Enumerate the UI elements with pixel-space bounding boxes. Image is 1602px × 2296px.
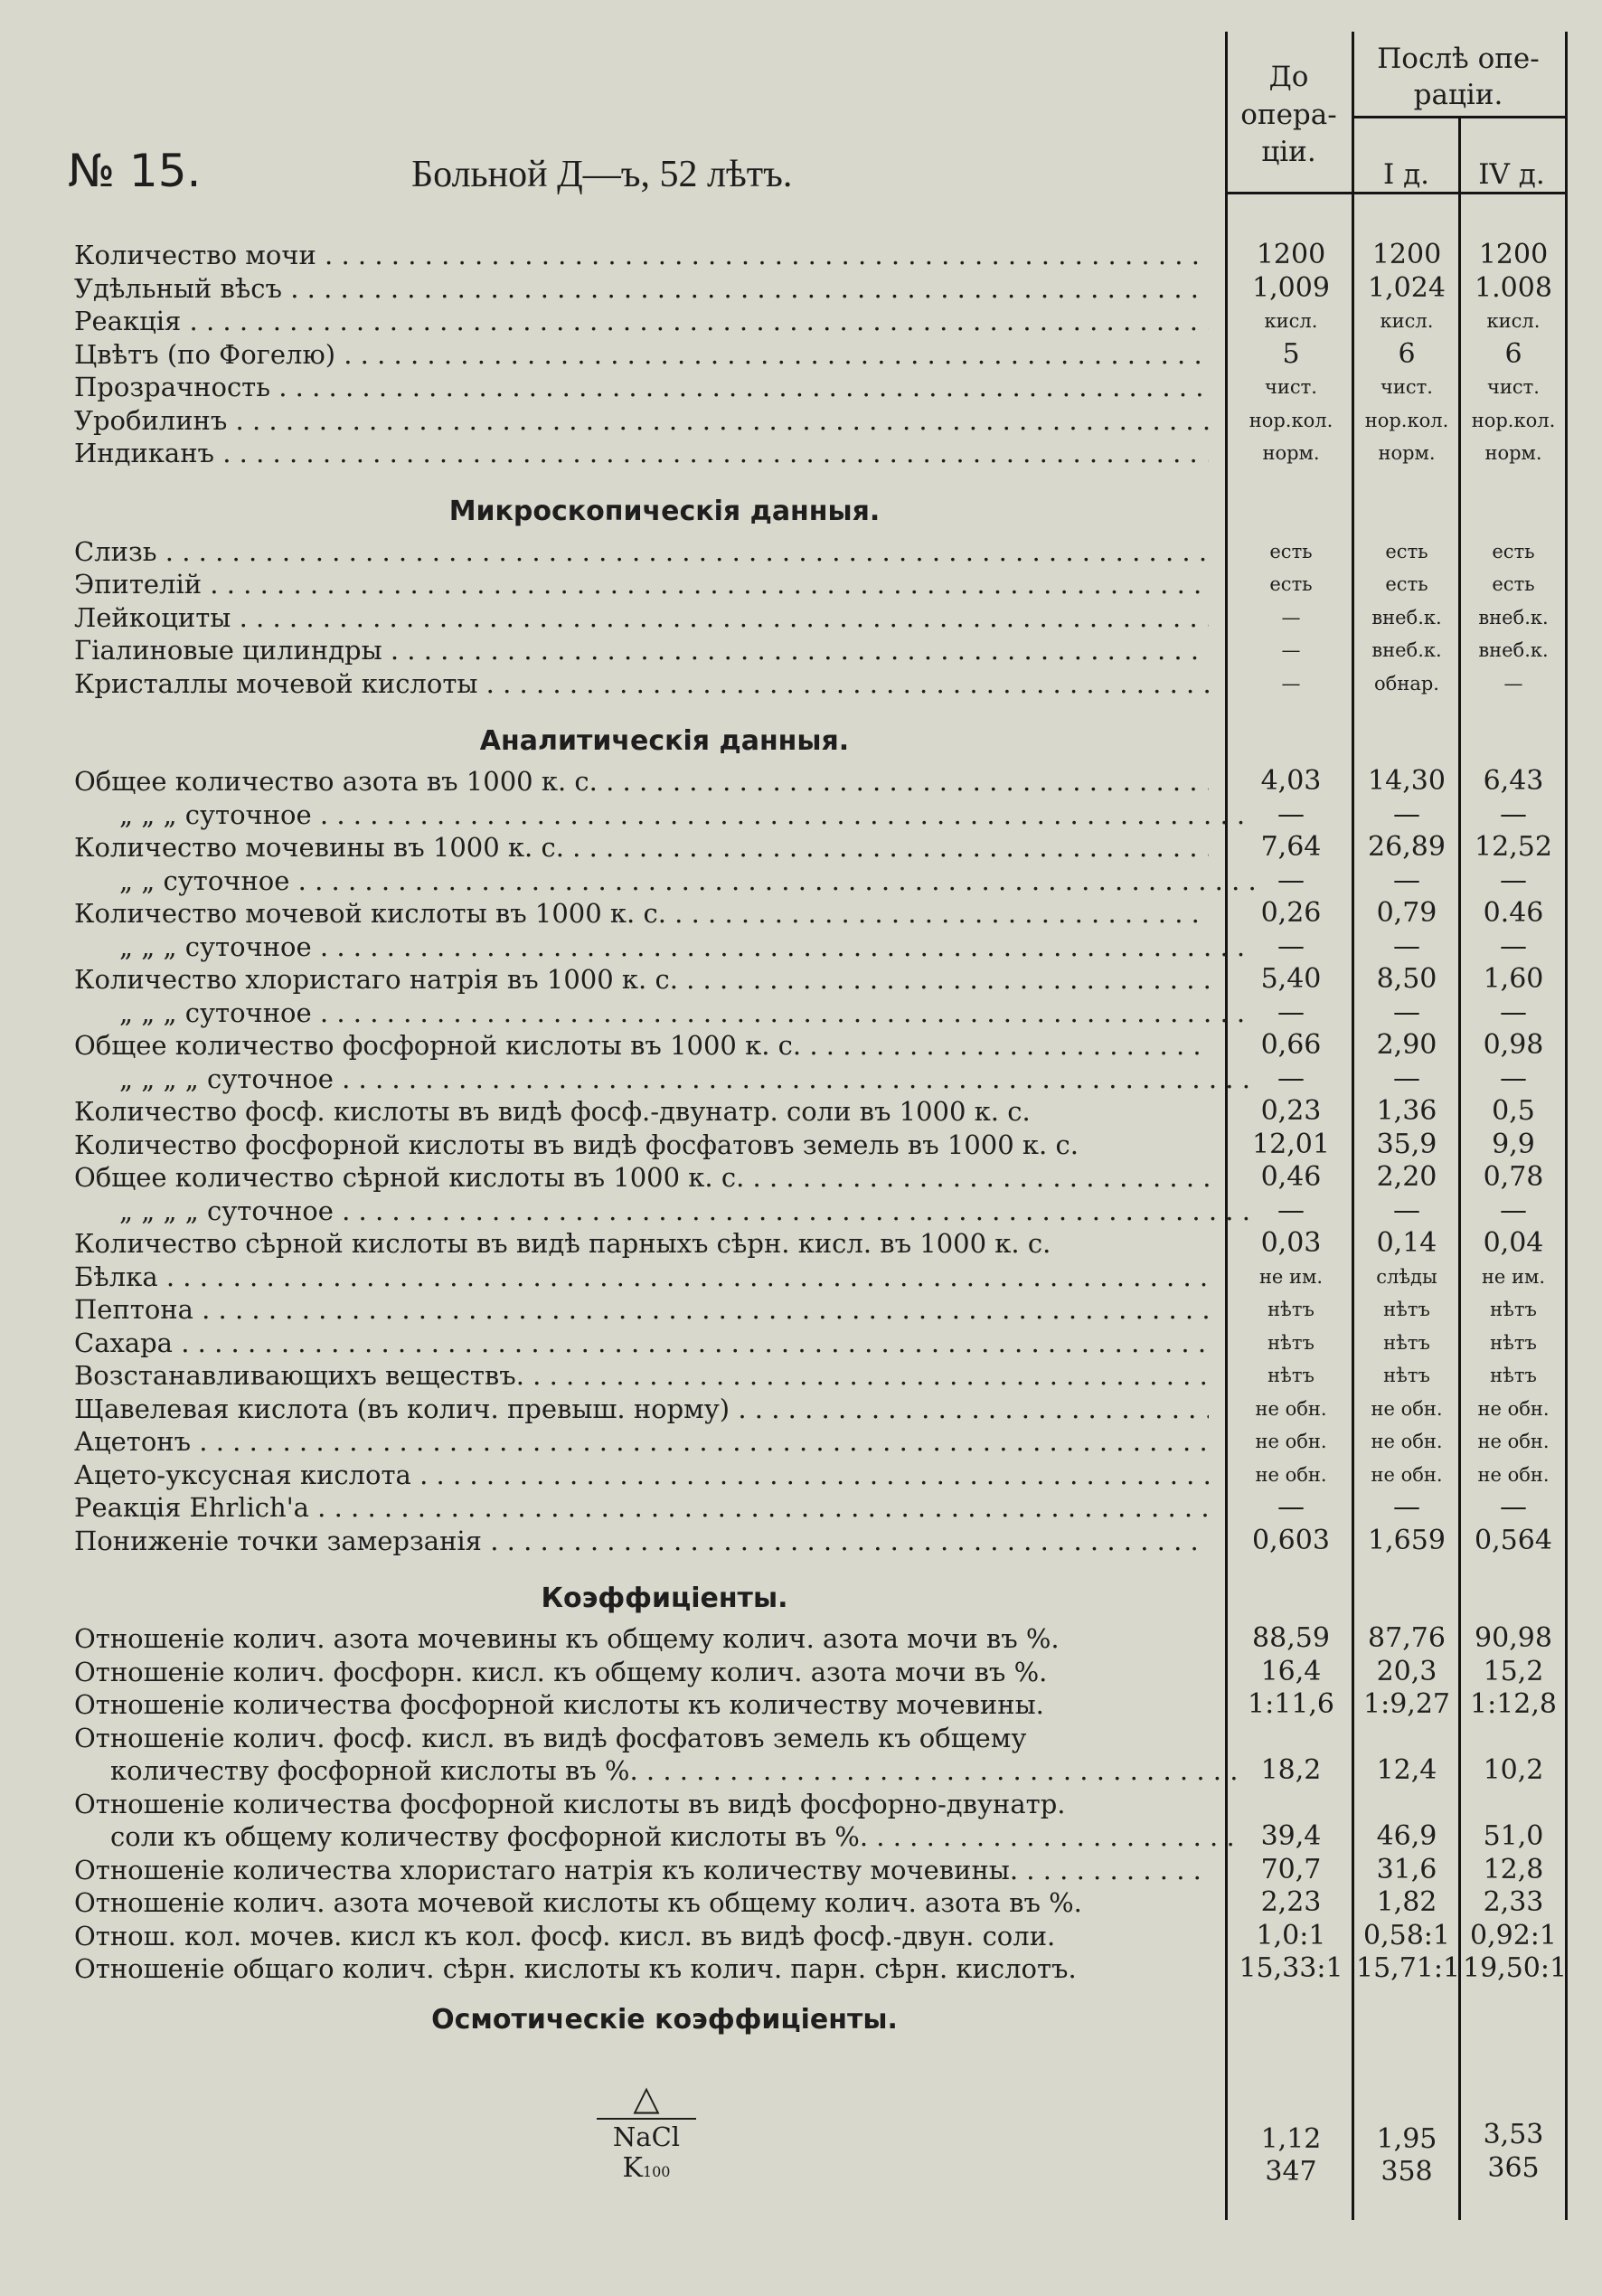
section-heading: Аналитическія данныя.	[479, 725, 850, 757]
nacl-label: NaCl	[597, 2118, 696, 2152]
section-heading-row	[0, 720, 1602, 765]
value-before	[1232, 1788, 1350, 1821]
patient-title: Больной Д—ъ, 52 лѣтъ.	[411, 154, 793, 195]
osmotic-ratio-day1: 1,95	[1376, 2123, 1437, 2155]
row-label: Отношеніе общаго колич. сѣрн. кислоты къ колич. парн. сѣрн. кислотъ.	[74, 1953, 1077, 1984]
section-heading: Коэффиціенты.	[541, 1583, 788, 1614]
value-day4: 9,9	[1492, 1128, 1535, 1160]
value-day4: 0,5	[1492, 1095, 1535, 1127]
value-day4: 2,33	[1483, 1886, 1544, 1918]
value-before: —	[1277, 798, 1305, 830]
value-before: 0,46	[1260, 1161, 1322, 1193]
section-heading-row	[0, 1998, 1602, 2044]
value-day4: нѣтъ	[1490, 1331, 1537, 1354]
row-label: Отношеніе колич. фосф. кисл. въ видѣ фосфатовъ земель къ общему	[74, 1722, 1027, 1753]
table-row	[0, 568, 1602, 601]
value-before: 5	[1282, 337, 1300, 370]
value-day4: —	[1500, 798, 1527, 830]
row-label: Реакція Ehrlich'a . . .	[74, 1491, 1209, 1525]
value-day1: есть	[1385, 573, 1428, 595]
row-label: Общее количество сѣрной кислоты въ 1000 к. с. . . .	[74, 1161, 1209, 1195]
value-day1: нѣтъ	[1383, 1365, 1430, 1386]
value-day1: 35,9	[1376, 1128, 1437, 1160]
value-day1: 0,79	[1376, 897, 1437, 929]
value-day1: обнар.	[1374, 672, 1439, 694]
value-before: не им.	[1258, 1265, 1324, 1288]
osmotic-k-day4: 365	[1487, 2152, 1540, 2184]
value-day4: 0,92:1	[1470, 1919, 1557, 1951]
value-before: 2,23	[1260, 1886, 1322, 1918]
value-before: —	[1281, 639, 1301, 661]
header-before-operation: До опера-ціи.	[1240, 60, 1337, 169]
table-row	[0, 1722, 1602, 1755]
value-day4: есть	[1492, 573, 1535, 595]
value-before: 4,03	[1260, 765, 1322, 797]
value-day1: 1,36	[1376, 1095, 1437, 1127]
row-label: Слизь . . .	[74, 535, 1209, 569]
value-before: 1:11,6	[1248, 1688, 1334, 1720]
value-day4: нѣтъ	[1490, 1299, 1537, 1320]
value-day4: не им.	[1481, 1265, 1546, 1288]
value-day4: —	[1500, 1194, 1527, 1226]
value-day4: чист.	[1487, 376, 1540, 398]
value-before: 0,603	[1252, 1524, 1330, 1556]
value-day1: 0,58:1	[1363, 1919, 1450, 1951]
table-row	[0, 1952, 1602, 1986]
value-day1: 46,9	[1376, 1820, 1437, 1852]
value-before: 88,59	[1252, 1622, 1330, 1654]
value-day4	[1463, 1788, 1564, 1821]
table-row	[0, 897, 1602, 931]
value-before: 12,01	[1252, 1128, 1330, 1160]
table-row	[0, 1327, 1602, 1360]
value-day1: 26,89	[1368, 831, 1446, 863]
value-before: не обн.	[1255, 1463, 1327, 1486]
value-before: —	[1277, 864, 1305, 896]
value-before: 70,7	[1260, 1853, 1322, 1885]
value-day1: —	[1393, 864, 1420, 896]
value-day1: нѣтъ	[1383, 1299, 1430, 1320]
value-before: нѣтъ	[1267, 1331, 1315, 1354]
header-day-4: IV д.	[1478, 158, 1545, 191]
table-row	[0, 305, 1602, 338]
value-day4: 19,50:1	[1463, 1952, 1568, 1984]
row-label: Количество фосф. кислоты въ видѣ фосф.-двунатр. соли въ 1000 к. с.	[74, 1096, 1031, 1127]
value-before: кисл.	[1264, 310, 1318, 332]
table-row	[0, 239, 1602, 272]
table-row	[0, 831, 1602, 865]
value-day1	[1356, 1722, 1457, 1755]
row-label: Сахара . . .	[74, 1327, 1209, 1360]
row-label: Отнош. кол. мочев. кисл къ кол. фосф. кисл. въ видѣ фосф.-двун. соли.	[74, 1920, 1056, 1951]
value-day1: 15,71:1	[1356, 1952, 1461, 1984]
value-before: 0,26	[1260, 897, 1322, 929]
value-day4: 0.46	[1483, 897, 1544, 929]
osmotic-k-day1: 358	[1381, 2156, 1433, 2187]
row-label: Отношеніе количества фосфорной кислоты къ количеству мочевины.	[74, 1689, 1044, 1720]
value-before: нѣтъ	[1267, 1365, 1315, 1386]
value-day4: 90,98	[1475, 1622, 1552, 1654]
row-label: Кристаллы мочевой кислоты . . .	[74, 667, 1209, 701]
row-label: Отношеніе количества хлористаго натрія къ количеству мочевины. . . .	[74, 1854, 1209, 1887]
value-before: 18,2	[1260, 1754, 1322, 1786]
value-day4: —	[1500, 930, 1527, 962]
table-row	[0, 1656, 1602, 1689]
section-heading-row	[0, 490, 1602, 535]
row-label: Лейкоциты . . .	[74, 601, 1209, 635]
value-before: 5,40	[1260, 963, 1322, 995]
value-day4: не обн.	[1477, 1397, 1550, 1420]
row-label: Цвѣтъ (по Фогелю) . . .	[74, 338, 1209, 372]
row-label: Щавелевая кислота (въ колич. превыш. норму) . . .	[74, 1393, 1209, 1426]
value-day1: внеб.к.	[1371, 606, 1442, 628]
value-day4: не обн.	[1477, 1431, 1550, 1452]
table-row	[0, 1788, 1602, 1821]
table-row	[0, 404, 1602, 438]
value-day4: 12,8	[1483, 1853, 1544, 1885]
value-day1: не обн.	[1371, 1431, 1443, 1452]
value-before: есть	[1269, 573, 1313, 595]
table-row	[0, 1425, 1602, 1459]
value-day4: норм.	[1484, 442, 1542, 464]
value-day4: 0,98	[1483, 1029, 1544, 1061]
table-row	[0, 1293, 1602, 1327]
value-before: —	[1277, 930, 1305, 962]
row-label: Количество мочевины въ 1000 к. с. . . .	[74, 831, 1209, 865]
table-row	[0, 798, 1602, 832]
value-before: —	[1277, 1491, 1305, 1523]
table-row	[0, 1754, 1602, 1788]
value-day1: 2,90	[1376, 1029, 1437, 1061]
osmotic-formula	[597, 2080, 696, 2184]
value-before: нор.кол.	[1249, 409, 1333, 431]
value-day1: норм.	[1378, 442, 1436, 464]
table-row	[0, 997, 1602, 1030]
value-day1: 12,4	[1376, 1754, 1437, 1786]
header-day-1: I д.	[1382, 158, 1430, 191]
table-row	[0, 865, 1602, 898]
value-before: 1,0:1	[1256, 1919, 1326, 1951]
row-label: Общее количество фосфорной кислоты въ 1000 к. с. . . .	[74, 1029, 1209, 1063]
row-label: Отношеніе колич. фосфорн. кисл. къ общему колич. азота мочи въ %.	[74, 1656, 1048, 1687]
table-row	[0, 1261, 1602, 1294]
section-heading: Микроскопическія данныя.	[448, 495, 881, 527]
value-day4: внеб.к.	[1478, 606, 1549, 628]
table-row	[0, 1393, 1602, 1426]
value-day1: чист.	[1381, 376, 1433, 398]
value-day1: —	[1393, 996, 1420, 1028]
row-label: „ „ „ „ суточное . . .	[74, 1063, 1254, 1096]
value-day1: —	[1393, 1062, 1420, 1094]
row-label: Количество мочевой кислоты въ 1000 к. с. . . .	[74, 897, 1209, 931]
value-day1: 1:9,27	[1363, 1688, 1450, 1720]
table-row	[0, 1359, 1602, 1393]
table-row	[0, 667, 1602, 701]
table-row	[0, 272, 1602, 306]
value-day1: 1200	[1371, 239, 1442, 270]
row-label: „ „ „ суточное . . .	[74, 798, 1254, 832]
value-day1: 6	[1398, 337, 1416, 370]
value-day4: —	[1500, 996, 1527, 1028]
value-day4: 10,2	[1483, 1754, 1544, 1786]
value-day1: внеб.к.	[1371, 639, 1442, 661]
value-day4: нор.кол.	[1471, 409, 1556, 431]
table-row	[0, 765, 1602, 798]
value-day1: не обн.	[1371, 1397, 1443, 1420]
row-label: Отношеніе количества фосфорной кислоты въ видѣ фосфорно-двунатр.	[74, 1788, 1066, 1819]
value-day1: —	[1393, 798, 1420, 830]
table-row	[0, 1195, 1602, 1228]
row-label: Ацетонъ . . .	[74, 1425, 1209, 1459]
row-label: Бѣлка . . .	[74, 1261, 1209, 1294]
row-label: Количество мочи . . .	[74, 239, 1209, 272]
value-day1: слѣды	[1376, 1265, 1437, 1288]
value-day4: —	[1500, 1491, 1527, 1523]
row-label: Общее количество азота въ 1000 к. с. . . .	[74, 765, 1209, 798]
value-before: нѣтъ	[1267, 1299, 1315, 1320]
table-row	[0, 338, 1602, 372]
value-day4: 51,0	[1483, 1820, 1544, 1852]
value-day4: кисл.	[1486, 310, 1541, 332]
value-day1: 2,20	[1376, 1161, 1437, 1193]
value-day4: —	[1500, 864, 1527, 896]
value-day1	[1356, 1788, 1457, 1821]
row-label: Отношеніе колич. азота мочевины къ общему колич. азота мочи въ %.	[74, 1623, 1060, 1654]
osmotic-ratio-day4: 3,53	[1483, 2119, 1544, 2150]
value-day4: 6,43	[1483, 765, 1544, 797]
row-label: Отношеніе колич. азота мочевой кислоты къ общему колич. азота въ %.	[74, 1887, 1082, 1918]
value-day4: —	[1500, 1062, 1527, 1094]
row-label: Индиканъ . . .	[74, 437, 1209, 470]
row-label: Возстанавливающихъ веществъ. . . .	[74, 1359, 1209, 1393]
row-label: Пептона . . .	[74, 1293, 1209, 1327]
row-label: Ацето-уксусная кислота . . .	[74, 1459, 1209, 1492]
value-day4: 1,60	[1483, 963, 1544, 995]
header-rule-after	[1352, 116, 1565, 118]
value-day4: 0,78	[1483, 1161, 1544, 1193]
value-day4	[1463, 1722, 1564, 1755]
value-before: 1200	[1256, 239, 1326, 270]
osmotic-ratio-before: 1,12	[1260, 2123, 1322, 2155]
row-label: Пониженіе точки замерзанія . . .	[74, 1525, 1209, 1558]
section-heading-row	[0, 1577, 1602, 1622]
value-before: 15,33:1	[1239, 1952, 1343, 1984]
value-day4: 1.008	[1475, 271, 1552, 304]
value-day4: 6	[1504, 337, 1522, 370]
value-day1: —	[1393, 1491, 1420, 1523]
row-label: „ „ „ суточное . . .	[74, 931, 1254, 964]
value-before	[1232, 1722, 1350, 1755]
value-day1: 31,6	[1376, 1853, 1437, 1885]
value-day1: 1,024	[1368, 271, 1446, 304]
osmotic-k-before: 347	[1265, 2156, 1317, 2187]
value-before: —	[1277, 1194, 1305, 1226]
value-before: 0,23	[1260, 1095, 1322, 1127]
table-row	[0, 963, 1602, 997]
title-row	[68, 145, 792, 197]
value-before: 0,66	[1260, 1029, 1322, 1061]
value-before: 39,4	[1260, 1820, 1322, 1852]
value-day1: 8,50	[1376, 963, 1437, 995]
row-label: Гіалиновые цилиндры . . .	[74, 634, 1209, 667]
table-row	[0, 1886, 1602, 1920]
value-day4: 12,52	[1475, 831, 1552, 863]
value-day4: внеб.к.	[1478, 639, 1549, 661]
value-before: есть	[1269, 540, 1313, 562]
table-row	[0, 1622, 1602, 1656]
value-day1: —	[1393, 1194, 1420, 1226]
table-row	[0, 1920, 1602, 1953]
row-label: Количество хлористаго натрія въ 1000 к. с. . . .	[74, 963, 1209, 997]
value-before: 0,03	[1260, 1227, 1322, 1259]
value-day1: 0,14	[1376, 1227, 1437, 1259]
row-label: количеству фосфорной кислоты въ %. . . .	[74, 1754, 1245, 1788]
row-label: Прозрачность . . .	[74, 371, 1209, 404]
value-day1: не обн.	[1371, 1463, 1443, 1486]
value-before: не обн.	[1255, 1397, 1327, 1420]
data-table	[0, 239, 1602, 2044]
table-row	[0, 1688, 1602, 1722]
value-before: 16,4	[1260, 1655, 1322, 1687]
table-row	[0, 1820, 1602, 1854]
value-day1: 1,659	[1368, 1524, 1446, 1556]
value-day1: —	[1393, 930, 1420, 962]
value-day1: 14,30	[1368, 765, 1446, 797]
value-before: чист.	[1265, 376, 1317, 398]
row-label: „ „ „ „ суточное . . .	[74, 1195, 1254, 1228]
table-row	[0, 535, 1602, 569]
k-label: K100	[622, 2152, 671, 2184]
case-number: № 15.	[68, 145, 202, 197]
value-before: —	[1277, 1062, 1305, 1094]
value-day1: 20,3	[1376, 1655, 1437, 1687]
table-row	[0, 1129, 1602, 1162]
value-before: —	[1277, 996, 1305, 1028]
value-day1: нор.кол.	[1364, 409, 1449, 431]
table-row	[0, 371, 1602, 404]
table-row	[0, 1227, 1602, 1261]
value-day4: не обн.	[1477, 1463, 1550, 1486]
value-before: —	[1281, 606, 1301, 628]
value-day4: 0,564	[1475, 1524, 1552, 1556]
value-before: 1,009	[1252, 271, 1330, 304]
value-day4: есть	[1492, 540, 1535, 562]
value-day4: —	[1503, 672, 1523, 694]
row-label: Удѣльный вѣсъ . . .	[74, 272, 1209, 306]
section-heading: Осмотическіе коэффиціенты.	[431, 2003, 898, 2036]
header-after-operation: Послѣ опе-раціи.	[1377, 42, 1540, 111]
table-row	[0, 1459, 1602, 1492]
value-day1: 87,76	[1368, 1622, 1446, 1654]
value-day1: кисл.	[1380, 310, 1434, 332]
table-row	[0, 437, 1602, 470]
value-day4: 1200	[1478, 239, 1549, 270]
header-rule-bottom	[1225, 192, 1565, 194]
table-row	[0, 1161, 1602, 1195]
row-label: „ „ „ суточное . . .	[74, 997, 1254, 1030]
row-label: „ „ суточное . . .	[74, 865, 1254, 898]
delta-icon: △	[633, 2078, 660, 2118]
table-row	[0, 1029, 1602, 1063]
value-before: не обн.	[1255, 1431, 1327, 1452]
value-day1: есть	[1385, 540, 1428, 562]
table-row	[0, 1525, 1602, 1558]
value-before: —	[1281, 672, 1301, 694]
table-row	[0, 1095, 1602, 1129]
value-day4: 0,04	[1483, 1227, 1544, 1259]
row-label: Эпителій . . .	[74, 568, 1209, 601]
table-row	[0, 931, 1602, 964]
value-day1: 1,82	[1376, 1886, 1437, 1918]
value-day1: нѣтъ	[1383, 1331, 1430, 1354]
row-label: Уробилинъ . . .	[74, 404, 1209, 438]
row-label: Реакція . . .	[74, 305, 1209, 338]
table-row	[0, 1491, 1602, 1525]
row-label: соли къ общему количеству фосфорной кислоты въ %. . . .	[74, 1820, 1245, 1854]
value-before: норм.	[1262, 442, 1320, 464]
value-before: 7,64	[1260, 831, 1322, 863]
value-day4: 15,2	[1483, 1655, 1544, 1687]
table-row	[0, 1854, 1602, 1887]
row-label: Количество фосфорной кислоты въ видѣ фосфатовъ земель въ 1000 к. с.	[74, 1129, 1079, 1160]
value-day4: нѣтъ	[1490, 1365, 1537, 1386]
table-row	[0, 1063, 1602, 1096]
table-row	[0, 601, 1602, 635]
value-day4: 1:12,8	[1470, 1688, 1557, 1720]
table-row	[0, 634, 1602, 667]
row-label: Количество сѣрной кислоты въ видѣ парныхъ сѣрн. кисл. въ 1000 к. с.	[74, 1228, 1051, 1259]
